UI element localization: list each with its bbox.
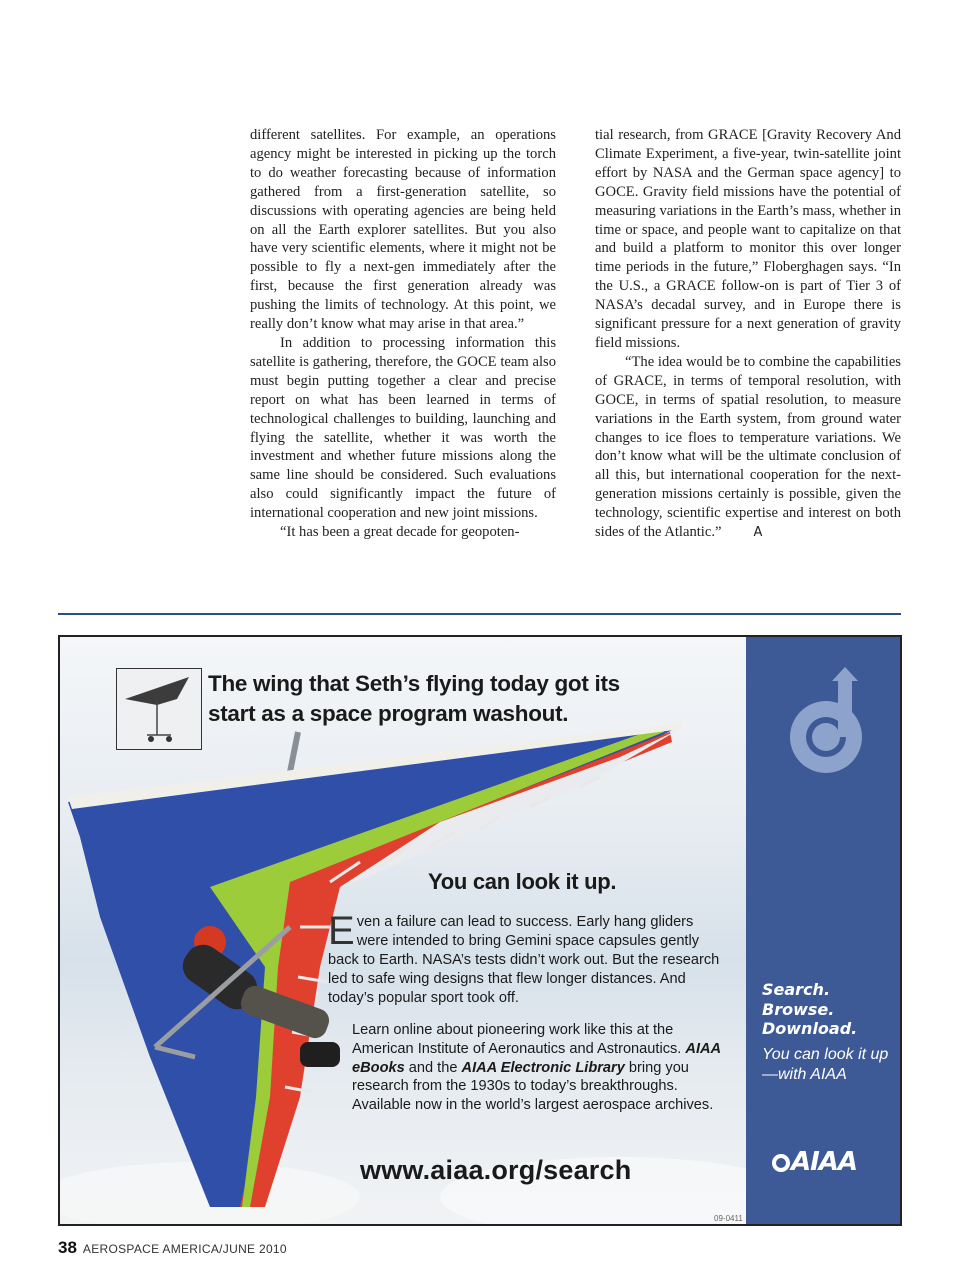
ad-body-paragraph	[328, 909, 728, 1008]
ad-subhead: You can look it up.	[428, 869, 617, 894]
side-cta-lines	[762, 980, 857, 1039]
end-of-article-icon: A	[753, 525, 763, 541]
aiaa-logo-mark-icon	[772, 1154, 790, 1172]
ad-body-text: ven a failure can lead to success. Early hang gliders were intended to bring Gemini space capsules gently back to Earth. NASA’s tests didn’t work out. But the research led to safe wing designs that flew longer distances. And today’s popular sport took off.	[328, 914, 720, 1006]
ad-code: 09-0411	[714, 1214, 743, 1223]
ad-url: www.aiaa.org/search	[360, 1155, 632, 1185]
ad-headline-line: The wing that Seth’s flying today got its	[208, 671, 620, 696]
side-tagline	[762, 1045, 888, 1085]
ad-headline	[208, 669, 648, 729]
advertisement	[58, 635, 902, 1226]
ad-side-panel	[746, 637, 900, 1224]
section-divider	[58, 613, 901, 615]
ad-headline-line: start as a space program washout.	[208, 701, 569, 726]
aiaa-logo	[772, 1147, 857, 1177]
side-cta-line: Browse.	[762, 999, 835, 1019]
page-footer	[58, 1238, 287, 1258]
article-left-column	[250, 126, 556, 542]
side-tagline-line: You can look it up	[762, 1046, 889, 1063]
side-cta-line: Download.	[762, 1019, 858, 1038]
drop-cap: E	[328, 909, 355, 953]
magazine-issue: AEROSPACE AMERICA/JUNE 2010	[82, 1242, 287, 1256]
ebooks-product-name: AIAA eBooks	[352, 1040, 721, 1076]
side-cta-line: Search.	[762, 980, 831, 999]
aiaa-logo-text: AIAA	[791, 1147, 858, 1177]
aiaa-emblem-icon	[786, 667, 876, 777]
page-number: 38	[58, 1238, 77, 1257]
article-right-column	[595, 126, 901, 543]
glider-thumbnail-icon	[117, 669, 201, 749]
glider-thumbnail-photo	[116, 668, 202, 750]
article-paragraph: different satellites. For example, an operations agency might be interested in picking up the torch to do weather forecasting because of information gathered from a first-generation satellite, so discussions with operating agencies are being held on all the Earth explorer satellites. But you also have very scientific elements, where it might not be possible to fly a next-gen immediately after the first, because the first generation already was pushing the limits of technology. At this point, we really don’t know what may arise in that area.”	[250, 127, 556, 333]
ad-body-paragraph-2	[352, 1021, 732, 1115]
ad-body-text: Learn online about pioneering work like this at the American Institute of Aeronautics and Astronautics.	[352, 1022, 682, 1057]
article-paragraph: tial research, from GRACE [Gravity Recovery And Climate Experiment, a five-year, twin-satellite joint effort by NASA and the German space agency] to GOCE. Gravity field missions have the potential of measuring variations in the Earth’s mass, whether in time or space, and people want to capitalize on that and build a platform to monitor this over longer time periods in the future,” Floberghagen says. “In the U.S., a GRACE follow-on is part of Tier 3 of NASA’s decadal survey, and in Europe there is significant pressure for a next generation of gravity field missions.	[595, 127, 901, 351]
article-paragraph-text: “The idea would be to combine the capabilities of GRACE, in terms of temporal resolution, with GOCE, in terms of spatial resolution, to measure variations in the Earth system, from ground water changes to ice floes to temperature variations. We don’t know what will be the ultimate conclusion of all this, but international cooperation for the next-generation missions certainly is possible, given the technology, scientific expertise and interest on both sides of the Atlantic.”	[595, 353, 901, 541]
article-paragraph	[595, 353, 901, 543]
side-tagline-line: —with AIAA	[762, 1066, 847, 1083]
electronic-library-product-name: AIAA Electronic Library	[461, 1059, 625, 1076]
article-paragraph: “It has been a great decade for geopoten-	[280, 524, 520, 541]
ad-body-text: bring you research from the 1930s to today’s breakthroughs. Available now in the world’s largest aerospace archives.	[352, 1059, 714, 1114]
ad-body-text: and the	[408, 1059, 458, 1076]
article-paragraph: In addition to processing information this satellite is gathering, therefore, the GOCE team also must begin putting together a clear and precise report on what has been learned in terms of technological challenges to building, launching and flying the satellite, whether it was worth the investment and whether future missions along the same line should be considered. Such evaluations also could significantly impact the future of international cooperation and new joint missions.	[250, 334, 556, 522]
